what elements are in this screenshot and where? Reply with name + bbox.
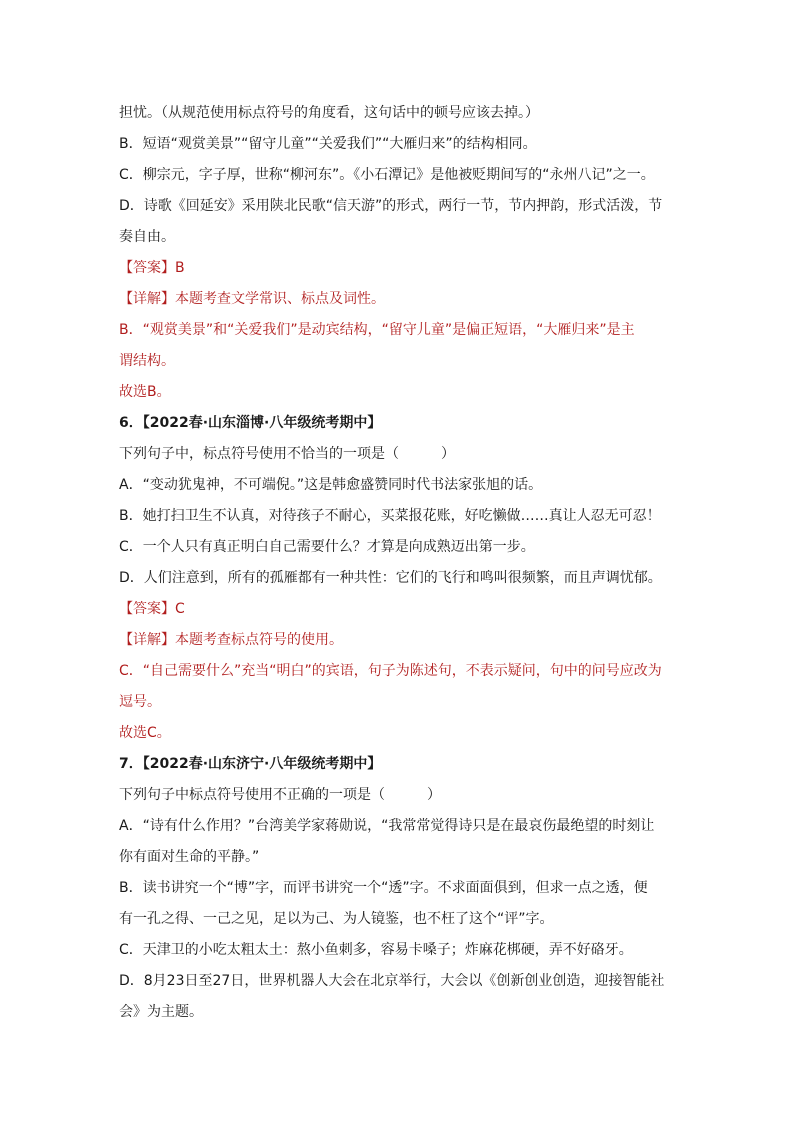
- q7-option-b-line1: B．读书讲究一个“博”字，而评书讲究一个“透”字。不求面面俱到，但求一点之透，便: [119, 880, 648, 896]
- q6-header: 6．【2022春·山东淄博·八年级统考期中】: [119, 415, 382, 431]
- q5-option-a-tail: 担忧。（从规范使用标点符号的角度看，这句话中的顿号应该去掉。）: [119, 105, 539, 121]
- q5-explanation-line2: 谓结构。: [119, 353, 175, 369]
- q5-option-d-line1: D．诗歌《回延安》采用陕北民歌“信天游”的形式，两行一节，节内押韵，形式活泼，节: [119, 198, 663, 214]
- q6-detail: 【详解】本题考查标点符号的使用。: [119, 632, 343, 648]
- q6-conclusion: 故选C。: [119, 725, 171, 741]
- q6-explanation-line1: C．“自己需要什么”充当“明白”的宾语，句子为陈述句，不表示疑问，句中的问号应改为: [119, 663, 662, 679]
- q7-option-b-line2: 有一孔之得、一己之见，足以为己、为人镜鉴，也不枉了这个“评”字。: [119, 911, 554, 927]
- q6-question: 下列句子中，标点符号使用不恰当的一项是（ ）: [119, 446, 455, 462]
- q7-option-c: C．天津卫的小吃太粗太土：熬小鱼刺多，容易卡嗓子；炸麻花梆硬，弄不好硌牙。: [119, 942, 633, 958]
- q6-answer: 【答案】C: [119, 601, 185, 617]
- q6-option-c: C．一个人只有真正明白自己需要什么？才算是向成熟迈出第一步。: [119, 539, 535, 555]
- q6-option-b: B．她打扫卫生不认真，对待孩子不耐心，买菜报花账，好吃懒做……真让人忍无可忍！: [119, 508, 661, 524]
- q5-detail: 【详解】本题考查文学常识、标点及词性。: [119, 291, 385, 307]
- q7-option-d-line1: D．8月23日至27日，世界机器人大会在北京举行，大会以《创新创业创造，迎接智能社: [119, 973, 665, 989]
- q6-explanation-line2: 逗号。: [119, 694, 161, 710]
- document-content: [119, 98, 679, 1028]
- q7-question: 下列句子中标点符号使用不正确的一项是（ ）: [119, 787, 441, 803]
- q5-option-d-line2: 奏自由。: [119, 229, 175, 245]
- q6-option-a: A．“变动犹鬼神，不可端倪。”这是韩愈盛赞同时代书法家张旭的话。: [119, 477, 543, 493]
- q7-option-d-line2: 会》为主题。: [119, 1004, 203, 1020]
- q6-option-d: D．人们注意到，所有的孤雁都有一种共性：它们的飞行和鸣叫很频繁，而且声调忧郁。: [119, 570, 662, 586]
- q5-answer: 【答案】B: [119, 260, 185, 276]
- q7-option-a-line1: A．“诗有什么作用？”台湾美学家蒋勋说，“我常常觉得诗只是在最哀伤最绝望的时刻让: [119, 818, 655, 834]
- q5-option-c: C．柳宗元，字子厚，世称“柳河东”。《小石潭记》是他被贬期间写的“永州八记”之一。: [119, 167, 655, 183]
- q5-option-b: B．短语“观赏美景”“留守儿童”“关爱我们”“大雁归来”的结构相同。: [119, 136, 537, 152]
- q7-header: 7．【2022春·山东济宁·八年级统考期中】: [119, 756, 382, 772]
- q5-explanation-line1: B．“观赏美景”和“关爱我们”是动宾结构，“留守儿童”是偏正短语，“大雁归来”是主: [119, 322, 635, 338]
- q7-option-a-line2: 你有面对生命的平静。”: [119, 849, 260, 865]
- q5-conclusion: 故选B。: [119, 384, 171, 400]
